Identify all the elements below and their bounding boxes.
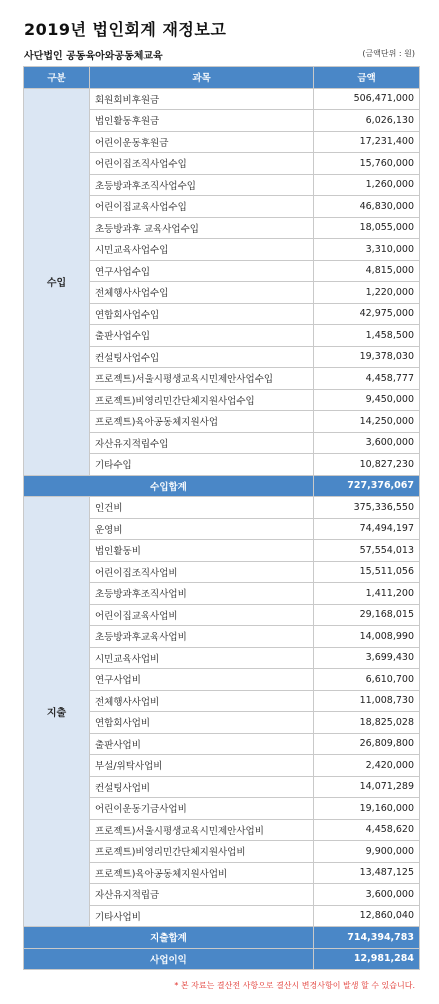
income-item-name: 프로젝트)비영리민간단체지원사업수입: [90, 389, 314, 411]
income-item-name: 연구사업수입: [90, 260, 314, 282]
income-total-label: 수입합계: [24, 475, 314, 497]
expense-item-amount: 3,600,000: [314, 884, 420, 906]
table-header-row: [24, 67, 420, 89]
income-item-amount: 19,378,030: [314, 346, 420, 368]
expense-item-amount: 57,554,013: [314, 540, 420, 562]
income-item-amount: 4,815,000: [314, 260, 420, 282]
income-item-amount: 15,760,000: [314, 153, 420, 175]
expense-item-amount: 14,071,289: [314, 776, 420, 798]
expense-item-amount: 6,610,700: [314, 669, 420, 691]
expense-item-name: 초등방과후조직사업비: [90, 583, 314, 605]
expense-item-amount: 12,860,040: [314, 905, 420, 927]
expense-item-amount: 29,168,015: [314, 604, 420, 626]
income-item-name: 전체행사사업수입: [90, 282, 314, 304]
expense-item-name: 프로젝트)서울시평생교육시민제안사업비: [90, 819, 314, 841]
organization-name: 사단법인 공동육아와공동체교육: [24, 51, 163, 62]
expense-item-name: 어린이운동기금사업비: [90, 798, 314, 820]
expense-total-amount: 714,394,783: [314, 927, 420, 949]
income-item-name: 출판사업수입: [90, 325, 314, 347]
income-item-name: 시민교육사업수입: [90, 239, 314, 261]
expense-item-amount: 13,487,125: [314, 862, 420, 884]
income-item-amount: 1,260,000: [314, 174, 420, 196]
income-item-name: 자산유지적립수입: [90, 432, 314, 454]
expense-item-amount: 3,699,430: [314, 647, 420, 669]
expense-total-label: 지출합계: [24, 927, 314, 949]
expense-item-amount: 74,494,197: [314, 518, 420, 540]
disclaimer-note: * 본 자료는 결산전 사항으로 결산시 변경사항이 발생 할 수 있습니다.: [174, 981, 415, 990]
expense-item-name: 부설/위탁사업비: [90, 755, 314, 777]
expense-item-amount: 2,420,000: [314, 755, 420, 777]
page-title: 2019년 법인회계 재정보고: [24, 20, 227, 39]
expense-item-name: 어린이집교육사업비: [90, 604, 314, 626]
income-item-name: 회원회비후원금: [90, 88, 314, 110]
income-item-name: 어린이운동후원금: [90, 131, 314, 153]
expense-item-name: 어린이집조직사업비: [90, 561, 314, 583]
income-item-name: 기타수입: [90, 454, 314, 476]
income-item-name: 연합회사업수입: [90, 303, 314, 325]
expense-item-amount: 11,008,730: [314, 690, 420, 712]
income-item-amount: 3,310,000: [314, 239, 420, 261]
header-item: 과목: [90, 67, 314, 89]
income-item-amount: 10,827,230: [314, 454, 420, 476]
expense-item-amount: 4,458,620: [314, 819, 420, 841]
expense-section-label: 지출: [24, 497, 90, 927]
expense-item-name: 컨설팅사업비: [90, 776, 314, 798]
income-item-amount: 6,026,130: [314, 110, 420, 132]
expense-item-name: 법인활동비: [90, 540, 314, 562]
expense-row: [24, 497, 420, 519]
expense-item-name: 기타사업비: [90, 905, 314, 927]
profit-amount: 12,981,284: [314, 948, 420, 970]
income-item-name: 법인활동후원금: [90, 110, 314, 132]
income-item-amount: 4,458,777: [314, 368, 420, 390]
income-item-amount: 3,600,000: [314, 432, 420, 454]
expense-item-amount: 15,511,056: [314, 561, 420, 583]
income-item-name: 컨설팅사업수입: [90, 346, 314, 368]
table-body: [24, 88, 420, 970]
expense-item-amount: 18,825,028: [314, 712, 420, 734]
income-item-name: 초등방과후조직사업수입: [90, 174, 314, 196]
income-item-amount: 46,830,000: [314, 196, 420, 218]
expense-item-name: 운영비: [90, 518, 314, 540]
currency-unit-note: (금액단위 : 원): [362, 49, 415, 58]
income-item-amount: 17,231,400: [314, 131, 420, 153]
expense-item-amount: 26,809,800: [314, 733, 420, 755]
profit-label: 사업이익: [24, 948, 314, 970]
expense-item-name: 출판사업비: [90, 733, 314, 755]
expense-item-name: 연합회사업비: [90, 712, 314, 734]
expense-item-name: 연구사업비: [90, 669, 314, 691]
income-item-amount: 9,450,000: [314, 389, 420, 411]
income-item-name: 프로젝트)서울시평생교육시민제안사업수입: [90, 368, 314, 390]
profit-row: [24, 948, 420, 970]
expense-item-name: 전체행사사업비: [90, 690, 314, 712]
income-item-name: 프로젝트)육아공동체지원사업: [90, 411, 314, 433]
income-item-amount: 18,055,000: [314, 217, 420, 239]
header-category: 구분: [24, 67, 90, 89]
income-total-row: [24, 475, 420, 497]
income-section-label: 수입: [24, 88, 90, 475]
income-item-amount: 14,250,000: [314, 411, 420, 433]
income-item-amount: 506,471,000: [314, 88, 420, 110]
expense-item-name: 자산유지적립금: [90, 884, 314, 906]
income-row: [24, 88, 420, 110]
expense-item-amount: 19,160,000: [314, 798, 420, 820]
income-item-name: 초등방과후 교육사업수입: [90, 217, 314, 239]
financial-report-table: [23, 66, 420, 970]
income-total-amount: 727,376,067: [314, 475, 420, 497]
expense-item-amount: 1,411,200: [314, 583, 420, 605]
expense-item-name: 프로젝트)육아공동체지원사업비: [90, 862, 314, 884]
expense-item-name: 시민교육사업비: [90, 647, 314, 669]
income-item-name: 어린이집교육사업수입: [90, 196, 314, 218]
income-item-amount: 1,458,500: [314, 325, 420, 347]
expense-item-name: 인건비: [90, 497, 314, 519]
income-item-amount: 1,220,000: [314, 282, 420, 304]
expense-item-name: 프로젝트)비영리민간단체지원사업비: [90, 841, 314, 863]
expense-item-amount: 14,008,990: [314, 626, 420, 648]
header-amount: 금액: [314, 67, 420, 89]
income-item-name: 어린이집조직사업수입: [90, 153, 314, 175]
expense-item-amount: 9,900,000: [314, 841, 420, 863]
expense-item-amount: 375,336,550: [314, 497, 420, 519]
income-item-amount: 42,975,000: [314, 303, 420, 325]
expense-total-row: [24, 927, 420, 949]
expense-item-name: 초등방과후교육사업비: [90, 626, 314, 648]
